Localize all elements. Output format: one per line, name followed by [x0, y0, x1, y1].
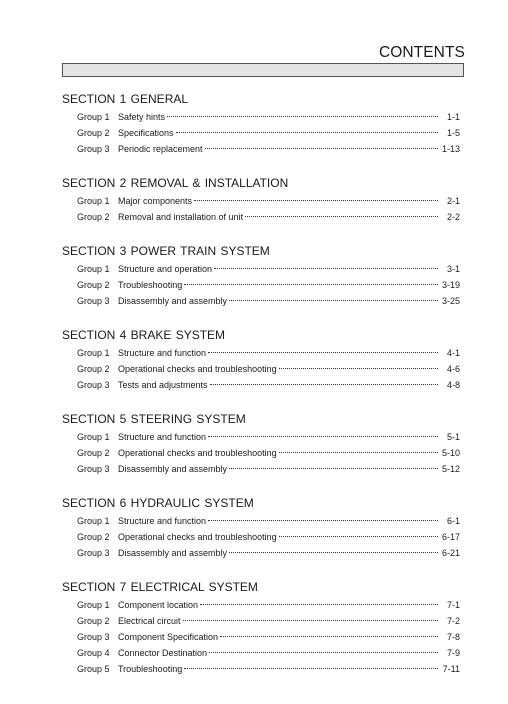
- toc-section: [62, 496, 460, 561]
- page-number: 7-9: [446, 648, 460, 658]
- group-number: Group 2: [77, 364, 110, 374]
- page-title: CONTENTS: [378, 44, 465, 61]
- toc-entry: [62, 429, 460, 445]
- entry-title: Structure and function: [118, 516, 207, 526]
- entry-title: Electrical circuit: [118, 616, 181, 626]
- toc-section: [62, 176, 460, 225]
- group-number: Group 1: [77, 264, 110, 274]
- entry-title: Troubleshooting: [118, 664, 183, 674]
- group-number: Group 1: [77, 432, 110, 442]
- entry-title: Operational checks and troubleshooting: [118, 448, 277, 458]
- page-number: 2-2: [446, 212, 460, 222]
- entry-title: Periodic replacement: [118, 144, 203, 154]
- page-number: 7-1: [446, 600, 460, 610]
- page-number: 5-10: [441, 448, 460, 458]
- dot-leader: [279, 536, 438, 537]
- toc-entry: [62, 193, 460, 209]
- dot-leader: [200, 604, 438, 605]
- group-number: Group 3: [77, 380, 110, 390]
- page-number: 5-1: [446, 432, 460, 442]
- toc-entry: [62, 345, 460, 361]
- title-bar: [62, 63, 464, 77]
- section-heading: SECTION 6 HYDRAULIC SYSTEM: [62, 496, 254, 510]
- section-heading: SECTION 3 POWER TRAIN SYSTEM: [62, 244, 270, 258]
- group-number: Group 2: [77, 212, 110, 222]
- toc-entry: [62, 261, 460, 277]
- dot-leader: [205, 148, 438, 149]
- page-number: 6-21: [441, 548, 460, 558]
- group-number: Group 2: [77, 448, 110, 458]
- dot-leader: [220, 636, 438, 637]
- toc-entry: [62, 209, 460, 225]
- toc-entry: [62, 661, 460, 677]
- dot-leader: [208, 520, 438, 521]
- toc-entry: [62, 109, 460, 125]
- page-number: 4-8: [446, 380, 460, 390]
- dot-leader: [194, 200, 438, 201]
- dot-leader: [184, 668, 438, 669]
- toc-entry: [62, 445, 460, 461]
- entry-title: Structure and function: [118, 348, 207, 358]
- dot-leader: [279, 452, 438, 453]
- group-number: Group 3: [77, 296, 110, 306]
- entry-title: Disassembly and assembly: [118, 296, 228, 306]
- page-number: 6-1: [446, 516, 460, 526]
- page-number: 7-8: [446, 632, 460, 642]
- group-number: Group 5: [77, 664, 110, 674]
- group-number: Group 1: [77, 348, 110, 358]
- entry-title: Removal and installation of unit: [118, 212, 244, 222]
- dot-leader: [208, 436, 438, 437]
- page-number: 4-1: [446, 348, 460, 358]
- toc-entry: [62, 597, 460, 613]
- group-number: Group 1: [77, 112, 110, 122]
- toc-section: [62, 580, 460, 677]
- toc-entry: [62, 529, 460, 545]
- toc-entry: [62, 545, 460, 561]
- group-number: Group 2: [77, 280, 110, 290]
- entry-title: Operational checks and troubleshooting: [118, 532, 277, 542]
- page-number: 5-12: [441, 464, 460, 474]
- entry-title: Disassembly and assembly: [118, 464, 228, 474]
- entry-title: Structure and operation: [118, 264, 213, 274]
- group-number: Group 2: [77, 128, 110, 138]
- entry-title: Component Specification: [118, 632, 219, 642]
- toc-entry: [62, 293, 460, 309]
- toc-section: [62, 92, 460, 157]
- group-number: Group 3: [77, 464, 110, 474]
- entry-title: Tests and adjustments: [118, 380, 208, 390]
- toc-section: [62, 244, 460, 309]
- entry-title: Structure and function: [118, 432, 207, 442]
- section-heading: SECTION 5 STEERING SYSTEM: [62, 412, 246, 426]
- page-number: 6-17: [441, 532, 460, 542]
- entry-title: Component location: [118, 600, 199, 610]
- toc-entry: [62, 645, 460, 661]
- dot-leader: [184, 284, 438, 285]
- toc-entry: [62, 461, 460, 477]
- group-number: Group 2: [77, 616, 110, 626]
- page-number: 7-11: [442, 664, 460, 674]
- toc-section: [62, 412, 460, 477]
- toc-entry: [62, 277, 460, 293]
- page-number: 1-5: [446, 128, 460, 138]
- table-of-contents: [62, 92, 460, 696]
- entry-title: Specifications: [118, 128, 174, 138]
- group-number: Group 3: [77, 632, 110, 642]
- entry-title: Major components: [118, 196, 193, 206]
- section-heading: SECTION 1 GENERAL: [62, 92, 189, 106]
- toc-entry: [62, 141, 460, 157]
- dot-leader: [245, 216, 438, 217]
- dot-leader: [167, 116, 438, 117]
- group-number: Group 3: [77, 144, 110, 154]
- page-number: 3-25: [441, 296, 460, 306]
- entry-title: Disassembly and assembly: [118, 548, 228, 558]
- group-number: Group 1: [77, 600, 110, 610]
- dot-leader: [209, 652, 438, 653]
- page-number: 1-13: [441, 144, 460, 154]
- section-heading: SECTION 7 ELECTRICAL SYSTEM: [62, 580, 258, 594]
- dot-leader: [229, 300, 438, 301]
- section-heading: SECTION 4 BRAKE SYSTEM: [62, 328, 226, 342]
- group-number: Group 3: [77, 548, 110, 558]
- section-heading: SECTION 2 REMOVAL & INSTALLATION: [62, 176, 289, 190]
- toc-entry: [62, 613, 460, 629]
- entry-title: Operational checks and troubleshooting: [118, 364, 277, 374]
- dot-leader: [210, 384, 438, 385]
- group-number: Group 1: [77, 196, 110, 206]
- dot-leader: [176, 132, 438, 133]
- dot-leader: [229, 552, 438, 553]
- group-number: Group 1: [77, 516, 110, 526]
- dot-leader: [229, 468, 438, 469]
- page-number: 2-1: [446, 196, 460, 206]
- page-number: 1-1: [446, 112, 460, 122]
- group-number: Group 2: [77, 532, 110, 542]
- page-number: 7-2: [446, 616, 460, 626]
- toc-entry: [62, 125, 460, 141]
- toc-entry: [62, 361, 460, 377]
- dot-leader: [183, 620, 438, 621]
- dot-leader: [208, 352, 438, 353]
- entry-title: Troubleshooting: [118, 280, 183, 290]
- toc-entry: [62, 377, 460, 393]
- page-number: 3-1: [446, 264, 460, 274]
- toc-entry: [62, 629, 460, 645]
- page-number: 4-6: [446, 364, 460, 374]
- entry-title: Safety hints: [118, 112, 166, 122]
- entry-title: Connector Destination: [118, 648, 208, 658]
- toc-section: [62, 328, 460, 393]
- group-number: Group 4: [77, 648, 110, 658]
- page-number: 3-19: [441, 280, 460, 290]
- dot-leader: [214, 268, 438, 269]
- toc-entry: [62, 513, 460, 529]
- dot-leader: [279, 368, 438, 369]
